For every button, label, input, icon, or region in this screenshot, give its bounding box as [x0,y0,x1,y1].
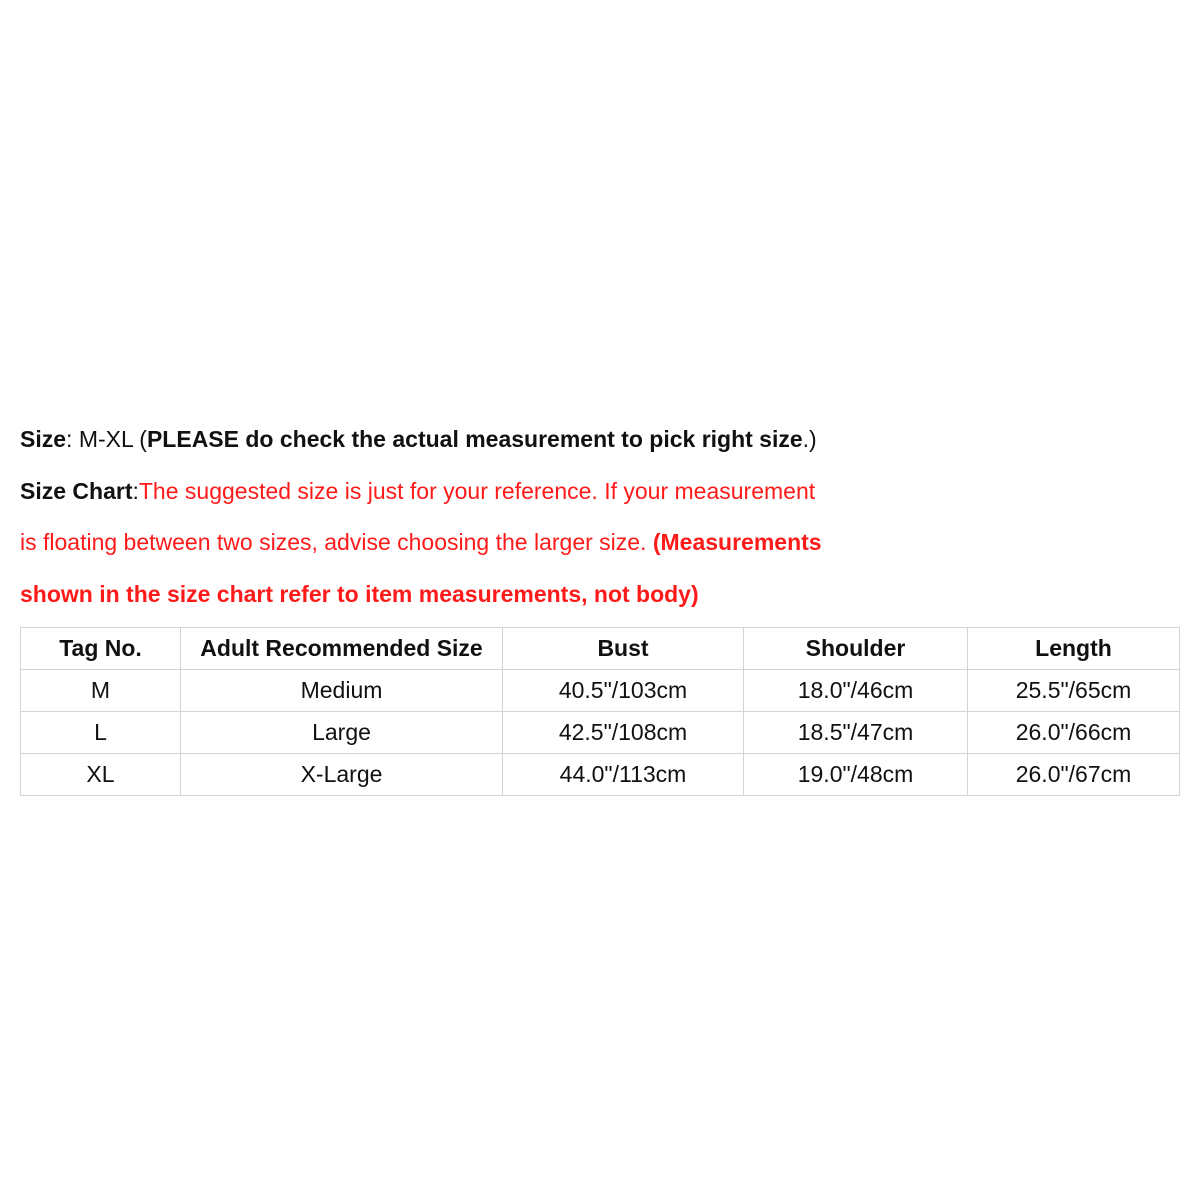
cell-shoulder: 19.0"/48cm [744,754,968,796]
cell-bust: 44.0"/113cm [503,754,744,796]
table-header-row [21,628,1180,670]
size-info-block [20,414,1180,620]
size-chart-label: Size Chart [20,477,133,504]
header-length: Length [968,628,1180,670]
cell-length: 26.0"/67cm [968,754,1180,796]
header-recommended-size: Adult Recommended Size [181,628,503,670]
size-chart-note-text: is floating between two sizes, advise choosing the larger size. [20,529,653,555]
size-note: PLEASE do check the actual measurement to pick right size [146,426,803,452]
size-chart-bold-note-end: shown in the size chart refer to item measurements, not body) [20,580,699,607]
cell-bust: 42.5"/108cm [503,712,744,754]
cell-size: Medium [181,670,503,712]
header-bust: Bust [503,628,744,670]
cell-size: X-Large [181,754,503,796]
size-chart-separator: : [132,477,139,504]
size-close: .) [802,426,817,452]
header-tag-no: Tag No. [21,628,181,670]
cell-tag: L [21,712,181,754]
cell-shoulder: 18.5"/47cm [744,712,968,754]
table-row [21,754,1180,796]
size-line [20,414,1180,466]
size-table [20,627,1180,796]
size-chart-bold-note-start: (Measurements [652,529,822,555]
size-chart-note-line1: The suggested size is just for your reference. If your measurement [138,477,816,504]
size-separator: : [66,426,79,452]
size-value: M-XL ( [78,426,147,452]
table-row [21,670,1180,712]
cell-bust: 40.5"/103cm [503,670,744,712]
size-chart-bold-line3 [20,569,1180,621]
cell-size: Large [181,712,503,754]
cell-tag: XL [21,754,181,796]
size-label: Size [20,426,67,452]
size-chart-line [20,466,1180,518]
table-row [21,712,1180,754]
cell-length: 25.5"/65cm [968,670,1180,712]
cell-shoulder: 18.0"/46cm [744,670,968,712]
header-shoulder: Shoulder [744,628,968,670]
size-chart-note-line2 [20,517,1180,569]
cell-length: 26.0"/66cm [968,712,1180,754]
cell-tag: M [21,670,181,712]
